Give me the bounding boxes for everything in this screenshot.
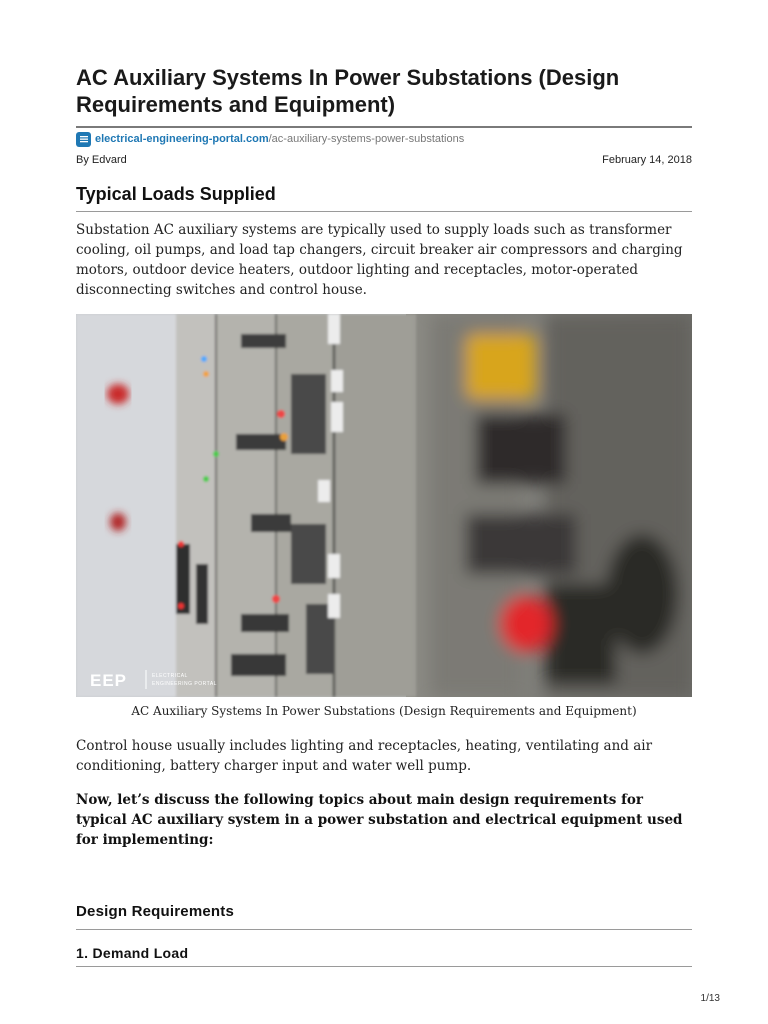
switchgear-photo [76,314,692,697]
source-path[interactable]: /ac-auxiliary-systems-power-substations [268,133,465,145]
section-heading-typical-loads: Typical Loads Supplied [76,184,276,204]
subheading-demand-load: 1. Demand Load [76,945,189,961]
section-divider-2 [76,929,692,930]
author: By Edvard [76,154,127,166]
source-link[interactable] [76,130,464,148]
paragraph-topics-intro: Now, let’s discuss the following topics about main design requirements for typical AC auxiliary system in a power substation and electrical equipment used for implementing: [76,792,683,848]
byline-row [76,154,692,166]
section-divider [76,211,692,212]
title-divider [76,126,692,128]
figure-caption: AC Auxiliary Systems In Power Substations (Design Requirements and Equipment) [131,704,637,718]
logo-mark: EEP [90,671,128,690]
article-title: AC Auxiliary Systems In Power Substations (Design Requirements and Equipment) [76,65,620,117]
source-domain[interactable]: electrical-engineering-portal.com [95,133,269,145]
section-heading-design-requirements: Design Requirements [76,903,235,920]
subheading-divider [76,966,692,967]
page-number: 1/13 [700,993,720,1004]
paragraph-control-house: Control house usually includes lighting and receptacles, heating, ventilating and air conditioning, battery charger input and water well pump. [76,738,653,774]
publish-date: February 14, 2018 [602,154,692,166]
svg-text:ENGINEERING PORTAL: ENGINEERING PORTAL [152,681,217,687]
paragraph-loads: Substation AC auxiliary systems are typically used to supply loads such as transformer cooling, oil pumps, and load tap changers, circuit breaker air compressors and charging motors, outdoor device heaters, outdoor lighting and receptacles, motor-operated disconnecting switches and control house. [76,222,683,298]
document-icon [76,132,91,147]
svg-text:ELECTRICAL: ELECTRICAL [152,673,188,679]
